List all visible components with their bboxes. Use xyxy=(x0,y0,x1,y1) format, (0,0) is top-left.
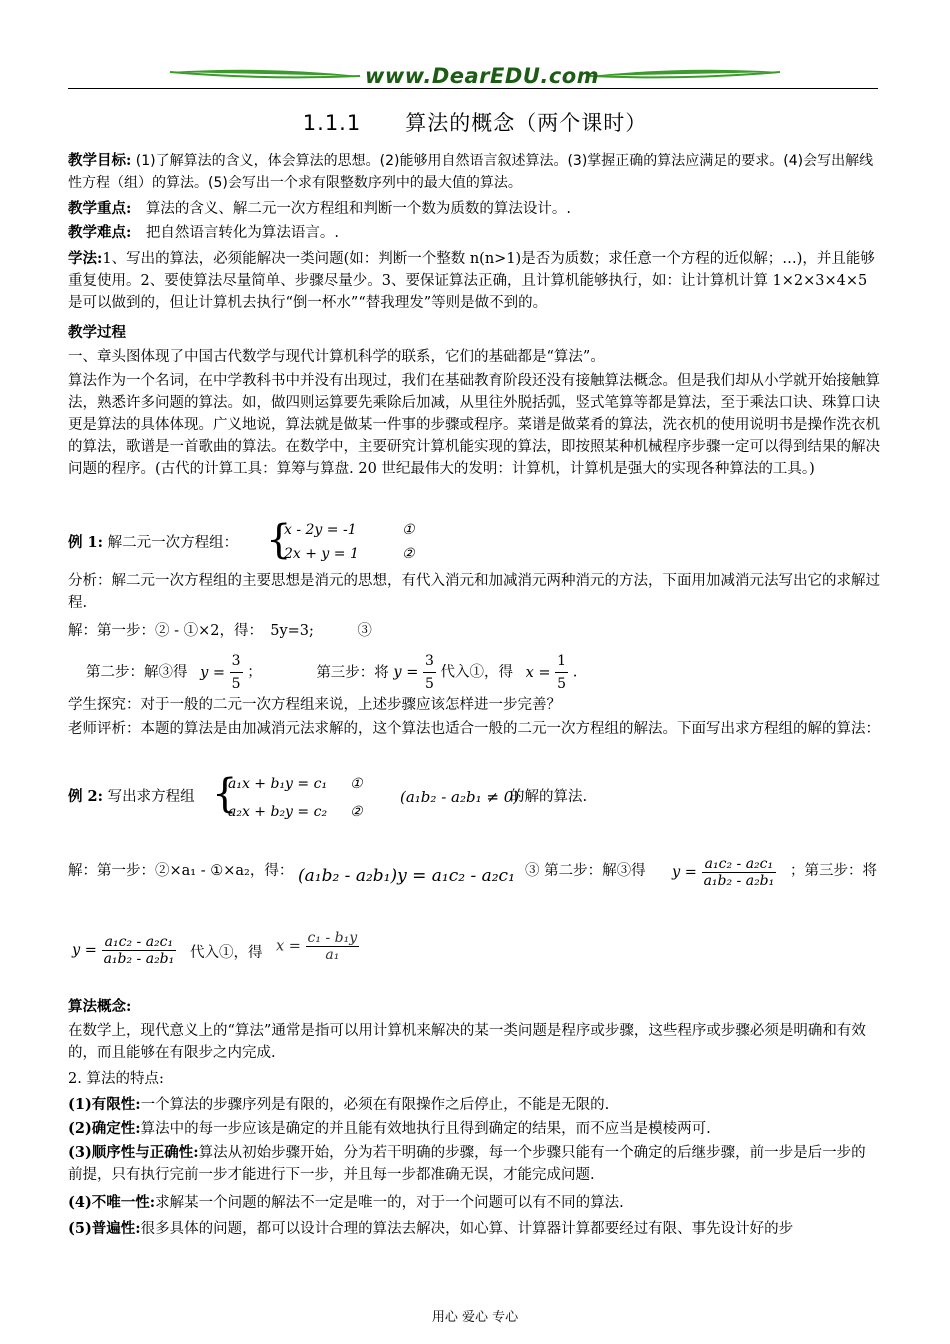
ex2-text: 写出求方程组 xyxy=(107,789,195,805)
sol2-step2: ③ 第二步：解③得 xyxy=(525,863,646,879)
ex1-label: 例 1: xyxy=(68,534,103,551)
analysis: 分析：解二元一次方程组的主要思想是消元的思想，有代入消元和加减消元两种消元的方法，下面用加减消元法写出它的求解过程. xyxy=(68,573,880,611)
fraction-denominator: 5 xyxy=(231,676,241,692)
fraction-numerator: 3 xyxy=(230,650,243,673)
ex1-mark1: ① xyxy=(402,522,415,538)
sol2-x-expression xyxy=(276,930,359,963)
sol2-y-expression xyxy=(672,856,776,889)
site-header-banner xyxy=(165,62,785,90)
study-method xyxy=(68,248,880,314)
fraction-denominator: a₁b₂ - a₂b₁ xyxy=(703,873,775,889)
feature-label: (5)普遍性: xyxy=(68,1220,141,1237)
fraction-denominator: a₁ xyxy=(325,947,340,963)
feature-text: 算法从初始步骤开始，分为若干明确的步骤，每一个步骤只能有一个确定的后继步骤，前一步是后一步的前提，只有执行完前一步才能进行下一步，并且每一步都准确无误，才能完成问题. xyxy=(68,1145,866,1183)
ex2-mark1: ① xyxy=(350,776,363,792)
feature-label: (3)顺序性与正确性: xyxy=(68,1144,199,1161)
sol1-yeq2: y = xyxy=(393,664,419,681)
sol1-y-fraction xyxy=(230,650,243,695)
ex2-eq1: a₁x + b₁y = c₁ xyxy=(228,776,328,792)
sol2-step3: ；第三步：将 xyxy=(790,863,877,879)
sol1-step3: 第三步：将 xyxy=(316,664,389,681)
ex2-condition: (a₁b₂ - a₂b₁ ≠ 0) xyxy=(400,788,520,806)
sol2-yeq2: y = xyxy=(72,942,97,959)
sol1-xeq: x = xyxy=(525,664,551,681)
page-footer: 用心 爱心 专心 xyxy=(431,1310,519,1325)
sol2-line1: 解：第一步：②×a₁ - ①×a₂，得： xyxy=(68,863,294,879)
feature-item xyxy=(68,1094,880,1116)
header-divider xyxy=(68,88,878,89)
fraction-numerator: a₁c₂ - a₂c₁ xyxy=(102,934,177,951)
feature-text: 一个算法的步骤序列是有限的，必须在有限操作之后停止，不能是无限的. xyxy=(140,1097,610,1113)
sol1-dot: . xyxy=(572,664,578,681)
paragraph-1: 一、章头图体现了中国古代数学与现代计算机科学的联系，它们的基础都是“算法”。 xyxy=(68,349,605,365)
ex2-eq2: a₂x + b₂y = c₂ xyxy=(228,804,328,820)
paragraph-2: 算法作为一个名词，在中学教科书中并没有出现过，我们在基础教育阶段还没有接触算法概念。但是我们却从小学就开始接触算法，熟悉许多问题的算法。如，做四则运算要先乘除后加减，从里往外脱括弧，竖式笔算等都是算法，至于乘法口诀、珠算口诀更是算法的具体体现。广义地说，算法就是做某一件事的步骤或程序。菜谱是做菜肴的算法，洗衣机的使用说明书是操作洗衣机的算法，歌谱是一首歌曲的算法。在数学中，主要研究计算机能实现的算法，即按照某种机械程序步骤一定可以得到结果的解决问题的程序。(古代的计算工具：算筹与算盘. 20 世纪最伟大的发明：计算机，计算机是强大的实现各种算法的工具。) xyxy=(68,373,880,477)
sol2-main-equation: (a₁b₂ - a₂b₁)y = a₁c₂ - a₂c₁ xyxy=(298,866,515,886)
sol1-substitute: 代入①，得 xyxy=(440,664,514,681)
fraction-denominator: a₁b₂ - a₂b₁ xyxy=(103,951,175,967)
difficulty-text: 把自然语言转化为算法语言。. xyxy=(131,225,339,241)
goals-label: 教学目标: xyxy=(68,152,132,169)
ex1-eq1: x - 2y = -1 xyxy=(284,522,357,538)
sol2-substitute: 代入①，得 xyxy=(190,945,263,961)
feature-label: (2)确定性: xyxy=(68,1120,141,1137)
process-heading: 教学过程 xyxy=(68,324,126,341)
ex2-label: 例 2: xyxy=(68,788,103,805)
feature-text: 很多具体的问题，都可以设计合理的算法去解决，如心算、计算器计算都要经过有限、事先设计好的步 xyxy=(140,1221,794,1237)
feature-label: (1)有限性: xyxy=(68,1096,141,1113)
fraction-denominator: 5 xyxy=(424,676,434,692)
example-1 xyxy=(68,532,880,554)
sol1-step2: 第二步：解③得 xyxy=(86,664,188,681)
fraction-numerator: c₁ - b₁y xyxy=(307,930,358,946)
features-title: 2. 算法的特点: xyxy=(68,1071,164,1087)
ex2-mark2: ② xyxy=(350,804,363,820)
teaching-keypoints xyxy=(68,198,880,220)
sol2-y-fraction-2 xyxy=(102,934,177,967)
solution1-steps xyxy=(86,650,786,695)
teaching-difficulty xyxy=(68,222,880,244)
solution1-step1: 解：第一步：② - ①×2，得： 5y=3; ③ xyxy=(68,623,372,639)
fraction-denominator: 5 xyxy=(557,676,567,692)
feature-item xyxy=(68,1218,880,1240)
concept-label: 算法概念: xyxy=(68,998,132,1015)
ex1-text: 解二元一次方程组： xyxy=(107,535,239,551)
feature-item xyxy=(68,1192,880,1214)
fraction-numerator: 1 xyxy=(555,650,568,673)
teacher-review: 老师评析：本题的算法是由加减消元法求解的，这个算法也适合一般的二元一次方程组的解法。下面写出求方程组的解的算法： xyxy=(68,721,880,737)
keypoints-text: 算法的含义、解二元一次方程组和判断一个数为质数的算法设计。. xyxy=(131,201,571,217)
sol1-yeq: y = xyxy=(200,664,226,681)
ex2-tail: 的解的算法. xyxy=(510,789,588,805)
sol2-yeq: y = xyxy=(672,864,697,881)
feature-item xyxy=(68,1142,880,1186)
keypoints-label: 教学重点: xyxy=(68,200,132,217)
feature-label: (4)不唯一性: xyxy=(68,1194,156,1211)
sol2-xeq: x = xyxy=(276,938,301,955)
ex2-brace: { xyxy=(212,771,238,817)
concept-text: 在数学上，现代意义上的“算法”通常是指可以用计算机来解决的某一类问题是程序或步骤，这些程序或步骤必须是明确和有效的，而且能够在有限步之内完成. xyxy=(68,1023,866,1061)
study-label: 学法: xyxy=(68,250,103,267)
sol1-semicolon: ； xyxy=(247,664,262,681)
student-explore: 学生探究：对于一般的二元一次方程组来说，上述步骤应该怎样进一步完善？ xyxy=(68,697,561,713)
sol2-y-expression-2 xyxy=(72,934,176,967)
feature-text: 算法中的每一步应该是确定的并且能有效地执行且得到确定的结果，而不应当是模棱两可. xyxy=(140,1121,711,1137)
sol1-y-fraction-2 xyxy=(423,650,436,695)
fraction-numerator: a₁c₂ - a₂c₁ xyxy=(702,856,777,873)
page-title: 1.1.1 算法的概念（两个课时） xyxy=(302,111,648,135)
sol2-y-fraction xyxy=(702,856,777,889)
study-text: 1、写出的算法，必须能解决一类问题(如：判断一个整数 n(n>1)是否为质数；求任意一个方程的近似解；…)，并且能够重复使用。2、要使算法尽量简单、步骤尽量少。3、要保证算法正确，且计算机能够执行，如：让计算机计算 1×2×3×4×5 是可以做到的，但让计算机去执行“倒一杯水”“替我理发”等则是做不到的。 xyxy=(68,251,875,311)
sol2-x-fraction xyxy=(306,930,360,963)
goals-text: (1)了解算法的含义，体会算法的思想。(2)能够用自然语言叙述算法。(3)掌握正确的算法应满足的要求。(4)会写出解线性方程（组）的算法。(5)会写出一个求有限整数序列中的最大值的算法。 xyxy=(68,153,874,191)
feature-item xyxy=(68,1118,880,1140)
ex1-mark2: ② xyxy=(402,546,415,562)
fraction-numerator: 3 xyxy=(423,650,436,673)
difficulty-label: 教学难点: xyxy=(68,224,132,241)
feature-text: 求解某一个问题的解法不一定是唯一的，对于一个问题可以有不同的算法. xyxy=(155,1195,624,1211)
site-name: www.DearEDU.com xyxy=(365,64,600,88)
ex1-eq2: 2x + y = 1 xyxy=(284,546,359,562)
teaching-goals xyxy=(68,150,880,194)
sol1-x-fraction xyxy=(555,650,568,695)
ex1-brace: { xyxy=(266,517,292,563)
